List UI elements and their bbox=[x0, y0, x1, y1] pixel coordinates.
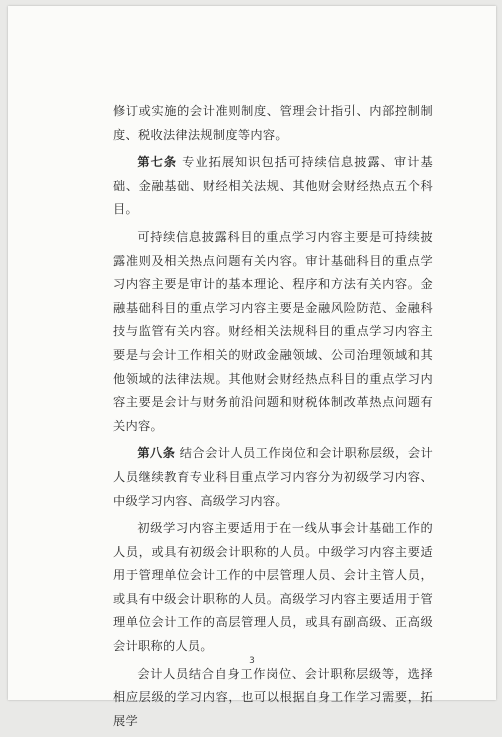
document-page bbox=[8, 6, 496, 728]
paragraph-text: 结合会计人员工作岗位和会计职称层级，会计人员继续教育专业科目重点学习内容分为初级学习内容、中级学习内容、高级学习内容。 bbox=[113, 446, 433, 508]
paragraph-text: 专业拓展知识包括可持续信息披露、审计基础、金融基础、财经相关法规、其他财会财经热点五个科目。 bbox=[113, 155, 433, 217]
paragraph-text: 修订或实施的会计准则制度、管理会计指引、内部控制制度、税收法律法规制度等内容。 bbox=[113, 104, 433, 142]
paragraph-text: 初级学习内容主要适用于在一线从事会计基础工作的人员，或具有初级会计职称的人员。中级学习内容主要适用于管理单位会计工作的中层管理人员、会计主管人员，或具有中级会计职称的人员。高级学习内容主要适用于管理单位会计工作的高层管理人员，或具有副高级、正高级会计职称的人员。 bbox=[113, 521, 433, 654]
paragraph-text: 可持续信息披露科目的重点学习内容主要是可持续披露准则及相关热点问题有关内容。审计基础科目的重点学习内容主要是审计的基本理论、程序和方法有关内容。金融基础科目的重点学习内容主要是金融风险防范、金融科技与监管有关内容。财经相关法规科目的重点学习内容主要是与会计工作相关的财政金融领域、公司治理领域和其他领域的法律法规。其他财会财经热点科目的重点学习内容主要是会计与财务前沿问题和财税体制改革热点问题有关内容。 bbox=[113, 229, 433, 433]
page-number: 3 bbox=[249, 656, 255, 666]
paragraph-levels-detail bbox=[113, 517, 433, 659]
paragraph-subjects-detail bbox=[113, 226, 433, 438]
paragraph-article-8 bbox=[113, 442, 433, 513]
paragraph-article-7 bbox=[113, 151, 433, 222]
article-number: 第七条 bbox=[137, 155, 178, 170]
paragraph-continuation bbox=[113, 100, 433, 147]
document-body bbox=[113, 100, 433, 737]
article-number: 第八条 bbox=[137, 446, 176, 461]
paragraph-selection bbox=[113, 663, 433, 734]
paragraph-text: 会计人员结合自身工作岗位、会计职称层级等，选择相应层级的学习内容，也可以根据自身工作学习需要，拓展学 bbox=[113, 666, 433, 728]
